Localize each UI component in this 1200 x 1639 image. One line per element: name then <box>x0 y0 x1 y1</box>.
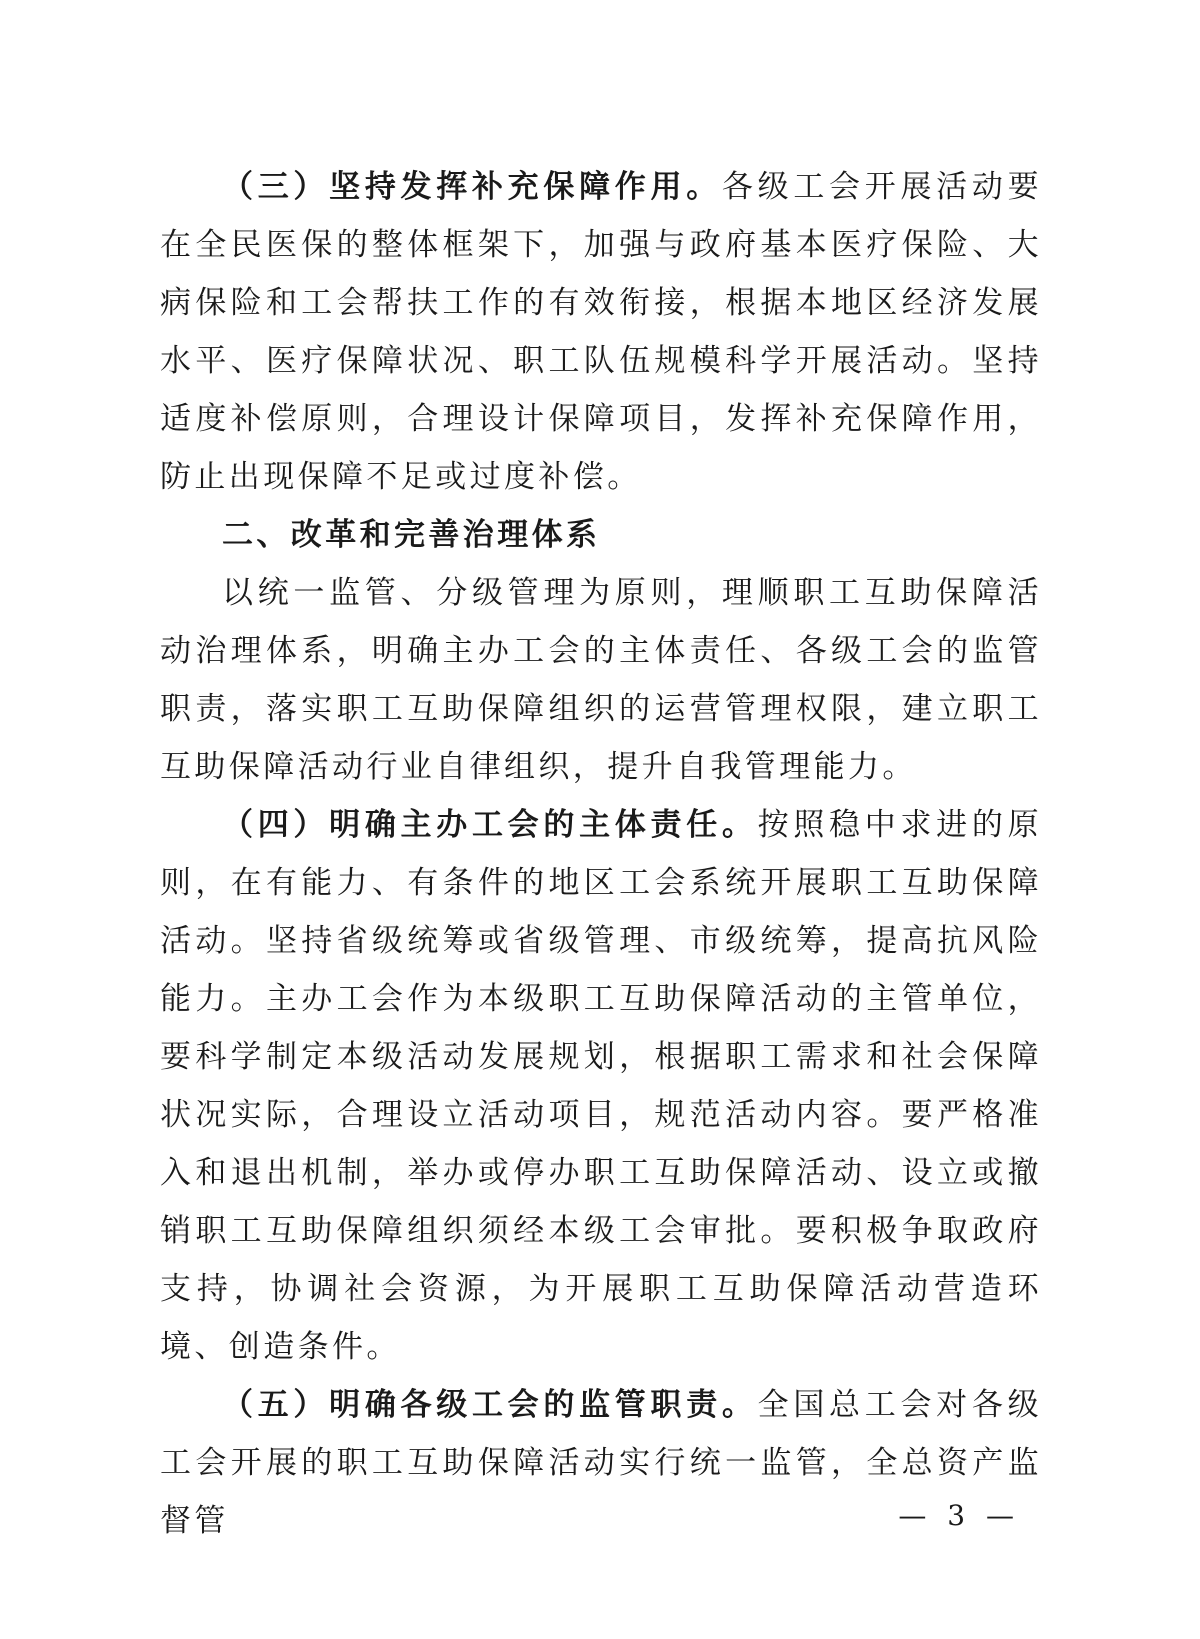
paragraph-five-body: 全国总工会对各级工会开展的职工互助保障活动实行统一监管，全总资产监督管 <box>160 1387 1043 1539</box>
document-body <box>160 158 1042 1550</box>
page-number: — 3 — <box>898 1499 1020 1532</box>
paragraph-five-lead: （五）明确各级工会的监管职责。 <box>222 1387 758 1423</box>
section-heading: 二、改革和完善治理体系 <box>222 517 601 553</box>
paragraph-three <box>160 158 1042 506</box>
paragraph-four <box>160 796 1042 1376</box>
paragraph-four-lead: （四）明确主办工会的主体责任。 <box>222 807 758 843</box>
paragraph-four-body: 按照稳中求进的原则，在有能力、有条件的地区工会系统开展职工互助保障活动。坚持省级统筹或省级管理、市级统筹，提高抗风险能力。主办工会作为本级职工互助保障活动的主管单位，要科学制定本级活动发展规划，根据职工需求和社会保障状况实际，合理设立活动项目，规范活动内容。要严格准入和退出机制，举办或停办职工互助保障活动、设立或撤销职工互助保障组织须经本级工会审批。要积极争取政府支持，协调社会资源，为开展职工互助保障活动营造环境、创造条件。 <box>160 807 1043 1365</box>
paragraph-three-lead: （三）坚持发挥补充保障作用。 <box>222 169 722 205</box>
section-intro: 以统一监管、分级管理为原则，理顺职工互助保障活动治理体系，明确主办工会的主体责任、各级工会的监管职责，落实职工互助保障组织的运营管理权限，建立职工互助保障活动行业自律组织，提升自我管理能力。 <box>160 575 1042 785</box>
paragraph-three-body: 各级工会开展活动要在全民医保的整体框架下，加强与政府基本医疗保险、大病保险和工会帮扶工作的有效衔接，根据本地区经济发展水平、医疗保障状况、职工队伍规模科学开展活动。坚持适度补偿原则，合理设计保障项目，发挥补充保障作用，防止出现保障不足或过度补偿。 <box>160 169 1042 495</box>
